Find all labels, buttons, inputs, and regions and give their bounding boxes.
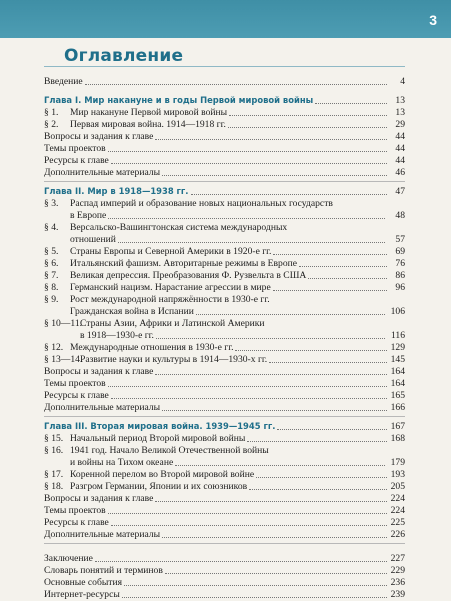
dot-leader — [85, 84, 387, 85]
dot-leader — [165, 573, 387, 574]
chapter-title: Глава II. Мир в 1918—1938 гг. — [44, 186, 189, 196]
dot-leader — [229, 115, 387, 116]
section-number: § 18. — [44, 481, 64, 492]
toc-entry-page: 48 — [395, 210, 405, 221]
toc-entry-line2 — [70, 234, 405, 246]
toc-entry[interactable] — [44, 143, 405, 155]
toc-entry-text: Введение — [44, 76, 83, 87]
dot-leader — [111, 525, 387, 526]
toc-entry-text-line1: Страны Азии, Африки и Латинской Америки — [80, 318, 265, 329]
toc-entry-page: 166 — [390, 402, 405, 413]
section-number: § 13—14. — [44, 354, 83, 365]
toc-entry-page: 13 — [395, 107, 405, 118]
toc-entry[interactable] — [44, 366, 405, 378]
section-number: § 5. — [44, 246, 59, 257]
toc-entry[interactable] — [44, 246, 405, 258]
toc-entry-page: 69 — [395, 246, 405, 257]
toc-entry[interactable] — [44, 493, 405, 505]
toc-entry-page: 179 — [390, 457, 405, 468]
toc-entry[interactable] — [44, 282, 405, 294]
toc-entry-page: 29 — [395, 119, 405, 130]
toc-entry-line2 — [80, 330, 405, 342]
dot-leader — [228, 127, 387, 128]
toc-entry-page: 145 — [390, 354, 405, 365]
toc-entry-text: Германский нацизм. Нарастание агрессии в мире — [70, 282, 271, 293]
toc-entry-page: 76 — [395, 258, 405, 269]
chapter-title: Глава III. Вторая мировая война. 1939—1945 гг. — [44, 421, 276, 431]
toc-entry-back-matter[interactable] — [44, 577, 405, 589]
toc-entry-text: Гражданская война в Испании — [70, 306, 194, 317]
toc-entry[interactable] — [44, 131, 405, 143]
dot-leader — [108, 386, 387, 387]
chapter-list — [44, 94, 405, 544]
toc-entry-page: 106 — [390, 306, 405, 317]
dot-leader — [247, 441, 387, 442]
section-number: § 16. — [44, 445, 64, 456]
toc-entry-page: 205 — [390, 481, 405, 492]
chapter-separator — [44, 416, 405, 417]
toc-entry[interactable] — [44, 505, 405, 517]
toc-entry-text: Дополнительные материалы — [44, 529, 161, 540]
dot-leader — [235, 350, 387, 351]
section-number: § 9. — [44, 294, 59, 305]
dot-leader — [162, 175, 387, 176]
toc-entry[interactable] — [44, 529, 405, 541]
toc-entry[interactable] — [44, 517, 405, 529]
chapter-page: 47 — [395, 186, 405, 197]
toc-entry-text: Темы проектов — [44, 143, 106, 154]
toc-entry-page: 224 — [390, 505, 405, 516]
dot-leader — [108, 151, 387, 152]
chapter-heading[interactable] — [44, 94, 405, 107]
page-number: 3 — [429, 12, 437, 28]
dot-leader — [124, 585, 387, 586]
toc-entry[interactable] — [44, 294, 405, 318]
toc-entry[interactable] — [44, 167, 405, 179]
toc-entry-page: 96 — [395, 282, 405, 293]
toc-entry-text: Вопросы и задания к главе — [44, 131, 154, 142]
toc-entry-text-line1: Версальско-Вашингтонская система международных — [70, 222, 288, 233]
toc-entry-back-matter[interactable] — [44, 553, 405, 565]
toc-entry-back-matter[interactable] — [44, 589, 405, 601]
page-title: Оглавление — [64, 46, 184, 66]
section-number: § 15. — [44, 433, 64, 444]
toc-entry-text: Вопросы и задания к главе — [44, 366, 154, 377]
section-number: § 1. — [44, 107, 59, 118]
toc-entry[interactable] — [44, 119, 405, 131]
toc-entry[interactable] — [44, 270, 405, 282]
toc-entry-text: Ресурсы к главе — [44, 390, 109, 401]
back-matter-list — [44, 553, 405, 601]
dot-leader — [122, 597, 387, 598]
toc-entry-text: Коренной перелом во Второй мировой войне — [70, 469, 255, 480]
toc-entry[interactable] — [44, 390, 405, 402]
dot-leader — [155, 374, 387, 375]
toc-entry-text: Мир накануне Первой мировой войны — [70, 107, 228, 118]
toc-entry-body — [70, 222, 405, 246]
toc-entry-text: Основные события — [44, 577, 123, 588]
toc-entry-text: Вопросы и задания к главе — [44, 493, 154, 504]
section-number: § 17. — [44, 469, 64, 480]
toc-entry-page: 227 — [390, 553, 405, 564]
toc-entry-body — [70, 445, 405, 469]
toc-entry-page: 44 — [395, 155, 405, 166]
dot-leader — [191, 194, 388, 195]
dot-leader — [108, 218, 385, 219]
toc-entry-page: 239 — [390, 589, 405, 600]
chapter-title: Глава I. Мир накануне и в годы Первой мировой войны — [44, 95, 314, 105]
toc-entry-line2 — [70, 306, 405, 318]
title-rule — [44, 66, 405, 67]
dot-leader — [256, 477, 387, 478]
toc-entry-text: Заключение — [44, 553, 93, 564]
dot-leader — [277, 429, 387, 430]
toc-entry[interactable] — [44, 222, 405, 246]
dot-leader — [273, 254, 387, 255]
dot-leader — [155, 139, 387, 140]
toc-entry-page: 193 — [390, 469, 405, 480]
toc-entry-page: 4 — [400, 76, 405, 87]
toc-entry[interactable] — [44, 402, 405, 414]
toc-entry-text: Страны Европы и Северной Америки в 1920-е гг. — [70, 246, 272, 257]
toc-entry-text: Развитие науки и культуры в 1914—1930-х гг. — [80, 354, 268, 365]
toc-entry-text: Дополнительные материалы — [44, 167, 161, 178]
toc-entry[interactable] — [44, 258, 405, 270]
section-number: § 10—11. — [44, 318, 83, 329]
dot-leader — [155, 501, 387, 502]
toc-entry-intro[interactable] — [44, 76, 405, 88]
toc-entry-page: 229 — [390, 565, 405, 576]
toc-entry-text: Разгром Германии, Японии и их союзников — [70, 481, 248, 492]
toc-entry-page: 226 — [390, 529, 405, 540]
dot-leader — [175, 465, 385, 466]
chapter-page: 167 — [390, 421, 405, 432]
dot-leader — [196, 314, 385, 315]
section-number: § 6. — [44, 258, 59, 269]
toc-entry[interactable] — [44, 433, 405, 445]
toc-entry-page: 129 — [390, 342, 405, 353]
toc-entry[interactable] — [44, 445, 405, 469]
toc-entry-page: 224 — [390, 493, 405, 504]
dot-leader — [299, 266, 387, 267]
toc-entry-text: отношений — [70, 234, 116, 245]
chapter-separator — [44, 543, 405, 544]
dot-leader — [111, 398, 387, 399]
toc-entry-text: Темы проектов — [44, 378, 106, 389]
section-number: § 3. — [44, 198, 59, 209]
toc-entry[interactable] — [44, 354, 405, 366]
toc-entry-text: в 1918—1930-е гг. — [80, 330, 154, 341]
dot-leader — [156, 338, 385, 339]
toc-entry[interactable] — [44, 378, 405, 390]
section-number: § 12. — [44, 342, 64, 353]
toc-entry-text-line1: 1941 год. Начало Великой Отечественной войны — [70, 445, 269, 456]
dot-leader — [249, 489, 387, 490]
toc-entry-page: 44 — [395, 131, 405, 142]
toc-entry-line2 — [70, 210, 405, 222]
toc-entry-page: 44 — [395, 143, 405, 154]
toc-entry-text: Словарь понятий и терминов — [44, 565, 163, 576]
toc-entry-page: 236 — [390, 577, 405, 588]
toc-entry[interactable] — [44, 481, 405, 493]
dot-leader — [315, 103, 387, 104]
dot-leader — [162, 410, 387, 411]
toc-entry[interactable] — [44, 469, 405, 481]
toc-entry-page: 116 — [390, 330, 405, 341]
section-number: § 2. — [44, 119, 59, 130]
toc-entry-text-line1: Рост международной напряжённости в 1930-е гг. — [70, 294, 270, 305]
toc-entry-text: Международные отношения в 1930-е гг. — [70, 342, 234, 353]
toc-entry-text: Первая мировая война. 1914—1918 гг. — [70, 119, 226, 130]
chapter-heading[interactable] — [44, 185, 405, 198]
chapter-separator — [44, 181, 405, 182]
toc-entry-page: 57 — [395, 234, 405, 245]
toc-entry-text: Великая депрессия. Преобразования Ф. Рузвельта в США — [70, 270, 307, 281]
toc-entry-line2 — [70, 457, 405, 469]
dot-leader — [308, 278, 387, 279]
toc-entry-text: Ресурсы к главе — [44, 155, 109, 166]
section-number: § 4. — [44, 222, 59, 233]
top-bar — [0, 0, 451, 38]
chapter-page: 13 — [395, 95, 405, 106]
toc-entry-page: 46 — [395, 167, 405, 178]
toc-entry-page: 86 — [395, 270, 405, 281]
dot-leader — [118, 242, 385, 243]
toc-entry-text: и войны на Тихом океане — [70, 457, 174, 468]
toc-entry-back-matter[interactable] — [44, 565, 405, 577]
toc-entry-body — [70, 294, 405, 318]
toc-entry[interactable] — [44, 155, 405, 167]
section-number: § 7. — [44, 270, 59, 281]
toc-entry-text: Интернет-ресурсы — [44, 589, 120, 600]
toc-entry-text: Итальянский фашизм. Авторитарные режимы в Европе — [70, 258, 298, 269]
toc-entry-body — [70, 198, 405, 222]
dot-leader — [111, 163, 387, 164]
toc-entry-text: в Европе — [70, 210, 107, 221]
toc-entry-body — [80, 318, 405, 342]
toc-entry[interactable] — [44, 198, 405, 222]
dot-leader — [269, 362, 387, 363]
toc-entry-page: 165 — [390, 390, 405, 401]
chapter-heading[interactable] — [44, 420, 405, 433]
toc-entry-page: 164 — [390, 378, 405, 389]
toc-entry-page: 225 — [390, 517, 405, 528]
dot-leader — [95, 561, 387, 562]
toc-entry-text: Ресурсы к главе — [44, 517, 109, 528]
toc-entry-page: 164 — [390, 366, 405, 377]
toc-entry-text: Темы проектов — [44, 505, 106, 516]
section-number: § 8. — [44, 282, 59, 293]
toc-entry-text-line1: Распад империй и образование новых национальных государств — [70, 198, 333, 209]
dot-leader — [108, 513, 387, 514]
toc-entry[interactable] — [44, 342, 405, 354]
toc-entry-page: 168 — [390, 433, 405, 444]
dot-leader — [273, 290, 387, 291]
toc-entry[interactable] — [44, 107, 405, 119]
table-of-contents — [44, 76, 405, 601]
toc-entry-text: Начальный период Второй мировой войны — [70, 433, 246, 444]
dot-leader — [162, 537, 387, 538]
toc-entry-text: Дополнительные материалы — [44, 402, 161, 413]
toc-entry[interactable] — [44, 318, 405, 342]
